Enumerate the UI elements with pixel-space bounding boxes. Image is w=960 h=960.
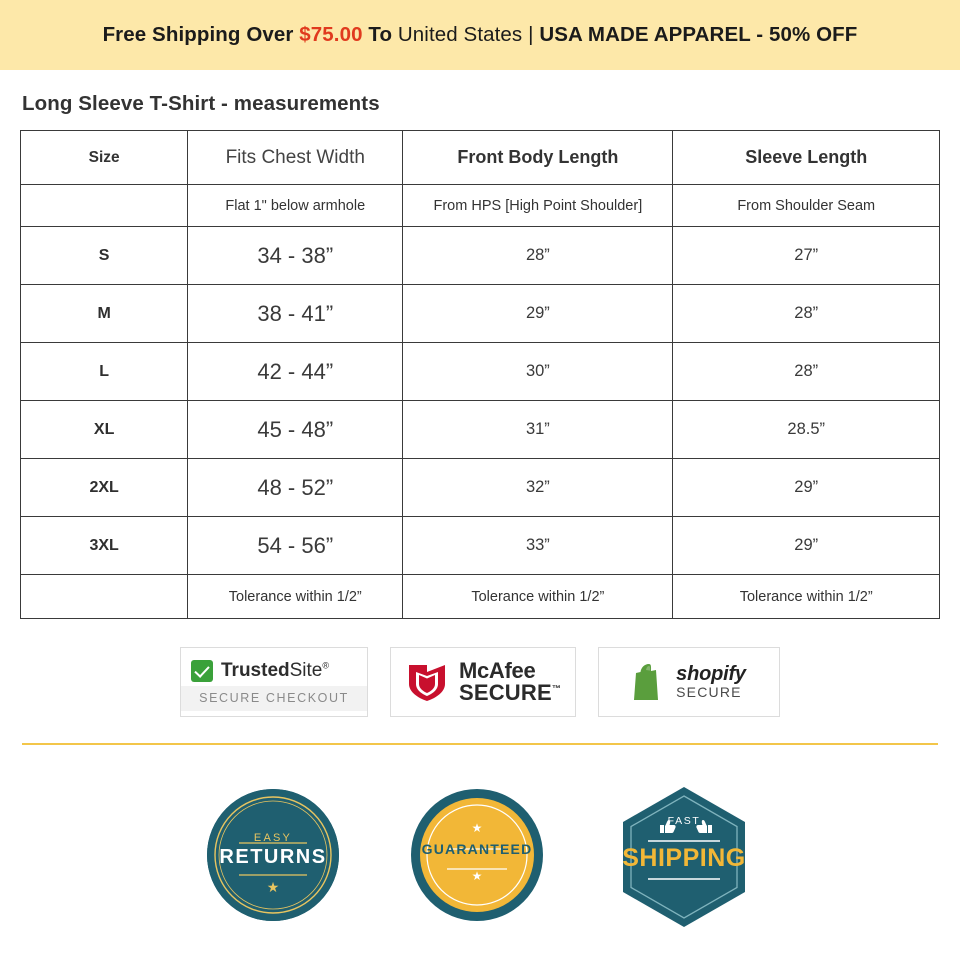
promo-banner-text	[103, 23, 858, 47]
trademark-icon: ™	[551, 683, 562, 694]
cell-size: 2XL	[21, 459, 188, 517]
star-icon: ★	[266, 879, 280, 895]
column-header-sleeve-length: Sleeve Length	[673, 131, 940, 185]
trust-badges-row	[0, 647, 960, 717]
easy-returns-seal	[203, 783, 343, 933]
cell-chest: 45 - 48”	[188, 401, 403, 459]
cell-chest: 34 - 38”	[188, 227, 403, 285]
trustedsite-badge	[180, 647, 368, 717]
cell-sleeve: 28.5”	[673, 401, 940, 459]
tolerance-sleeve: Tolerance within 1/2”	[673, 575, 940, 619]
size-chart-section	[0, 70, 960, 619]
trustedsite-name-thin: Site	[289, 660, 323, 681]
star-icon-top: ★	[471, 821, 483, 835]
table-header-row	[21, 131, 940, 185]
column-header-chest: Fits Chest Width	[188, 131, 403, 185]
shopify-line2: SECURE	[676, 684, 742, 701]
table-row	[21, 401, 940, 459]
fast-shipping-top-label: FAST	[667, 815, 701, 827]
mcafee-secure-badge	[390, 647, 576, 717]
cell-size: L	[21, 343, 188, 401]
cell-size: S	[21, 227, 188, 285]
trustedsite-wordmark	[221, 660, 329, 682]
table-tolerance-row	[21, 575, 940, 619]
subheader-size	[21, 185, 188, 227]
tolerance-size	[21, 575, 188, 619]
registered-mark-icon: ®	[322, 660, 330, 671]
table-row	[21, 227, 940, 285]
column-header-size: Size	[21, 131, 188, 185]
subheader-chest: Flat 1" below armhole	[188, 185, 403, 227]
cell-length: 28”	[403, 227, 673, 285]
cell-length: 31”	[403, 401, 673, 459]
cell-size: XL	[21, 401, 188, 459]
trustedsite-caption: SECURE CHECKOUT	[181, 686, 367, 711]
promo-suffix: USA MADE APPAREL - 50% OFF	[539, 23, 858, 46]
tolerance-length: Tolerance within 1/2”	[403, 575, 673, 619]
promo-separator: |	[522, 23, 540, 46]
cell-length: 29”	[403, 285, 673, 343]
guaranteed-main-label: GUARANTEED	[421, 841, 533, 857]
cell-sleeve: 29”	[673, 459, 940, 517]
cell-sleeve: 28”	[673, 343, 940, 401]
table-row	[21, 517, 940, 575]
table-row	[21, 459, 940, 517]
guaranteed-seal	[407, 783, 547, 933]
cell-sleeve: 28”	[673, 285, 940, 343]
cell-length: 33”	[403, 517, 673, 575]
trustedsite-name-bold: Trusted	[221, 660, 290, 681]
shopify-wordmark	[676, 664, 746, 700]
mcafee-shield-icon	[405, 660, 449, 704]
cell-chest: 54 - 56”	[188, 517, 403, 575]
subheader-length: From HPS [High Point Shoulder]	[403, 185, 673, 227]
cell-chest: 48 - 52”	[188, 459, 403, 517]
promo-prefix: Free Shipping Over	[102, 23, 300, 46]
fast-shipping-main-label: SHIPPING	[622, 844, 746, 872]
section-divider	[22, 743, 938, 745]
subheader-sleeve: From Shoulder Seam	[673, 185, 940, 227]
cell-length: 32”	[403, 459, 673, 517]
star-icon-bottom: ★	[471, 869, 483, 883]
mcafee-line2	[459, 682, 561, 704]
shopify-line1: shopify	[676, 663, 746, 686]
cell-size: M	[21, 285, 188, 343]
fast-shipping-seal	[611, 783, 757, 936]
guarantee-seals-row	[0, 783, 960, 936]
mcafee-wordmark	[459, 660, 561, 704]
promo-country: United States	[397, 23, 523, 46]
table-row	[21, 285, 940, 343]
cell-sleeve: 27”	[673, 227, 940, 285]
table-subheader-row	[21, 185, 940, 227]
mcafee-line1: McAfee	[458, 658, 536, 683]
table-row	[21, 343, 940, 401]
promo-middle: To	[362, 23, 398, 46]
size-chart-table	[20, 130, 940, 619]
cell-size: 3XL	[21, 517, 188, 575]
cell-sleeve: 29”	[673, 517, 940, 575]
mcafee-secure-text: SECURE	[458, 680, 552, 705]
cell-length: 30”	[403, 343, 673, 401]
shopify-secure-badge	[598, 647, 780, 717]
easy-returns-top-label: EASY	[253, 832, 293, 844]
green-check-icon	[191, 660, 213, 682]
cell-chest: 38 - 41”	[188, 285, 403, 343]
cell-chest: 42 - 44”	[188, 343, 403, 401]
trustedsite-badge-top	[181, 653, 367, 686]
shopify-bag-icon	[632, 662, 666, 702]
promo-price: $75.00	[299, 23, 363, 46]
size-chart-title: Long Sleeve T-Shirt - measurements	[22, 92, 380, 115]
easy-returns-main-label: RETURNS	[219, 846, 327, 868]
column-header-front-body-length: Front Body Length	[403, 131, 673, 185]
tolerance-chest: Tolerance within 1/2”	[188, 575, 403, 619]
promo-banner	[0, 0, 960, 70]
